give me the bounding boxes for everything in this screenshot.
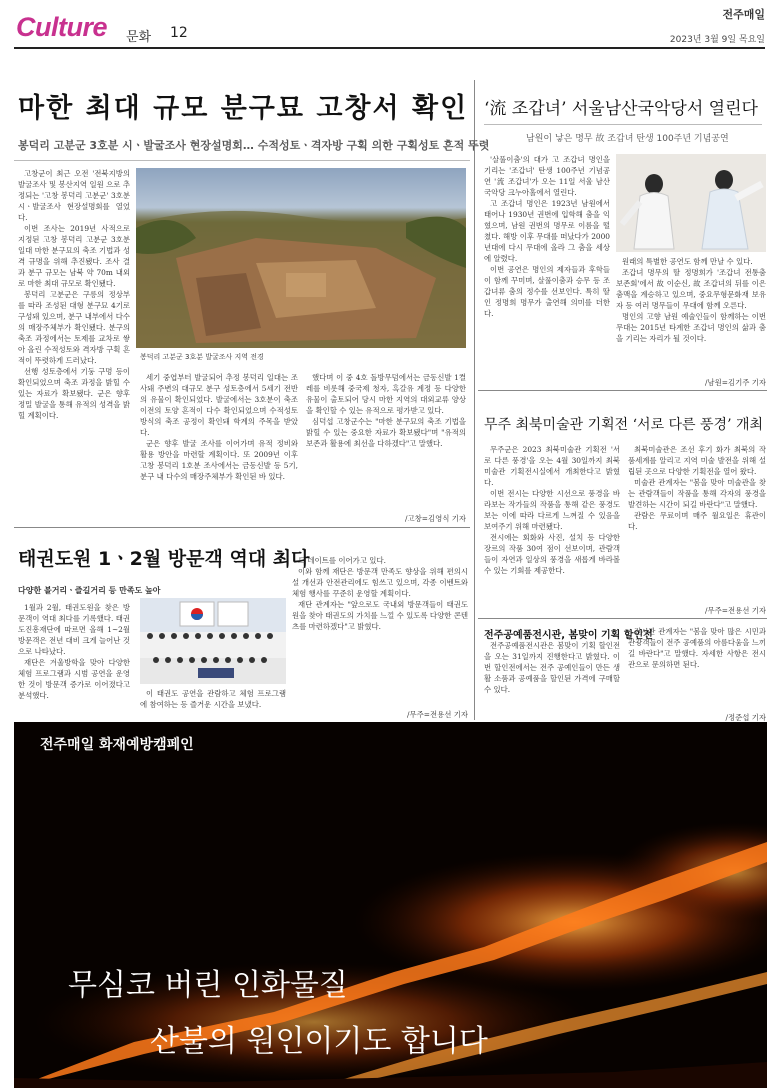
article2-byline: /남원=김기주 기자 xyxy=(704,378,766,387)
article4-subhead: 다양한 볼거리ㆍ즐길거리 등 만족도 높아 xyxy=(18,586,161,595)
campaign-title: 전주매일 화재예방캠페인 xyxy=(40,737,194,753)
campaign-message-line1: 무심코 버린 인화물질 xyxy=(68,968,348,1003)
excavation-photo xyxy=(136,168,466,348)
article-divider xyxy=(478,618,767,619)
article1-headline: 마한 최대 규모 분구묘 고창서 확인 xyxy=(18,93,469,124)
article3-column2: 최북미술관은 조선 후기 화가 최북의 작품세계를 알리고 지역 미술 발전을 위해 설립된 곳으로 다양한 기획전을 열어 왔다. 미술관 관계자는 "봄을 맞아 미술관을 찾는 관람객들이 작품을 통해 각자의 풍경을 발견하는 시간이 되길 바란다"고 말했다. 관람은 무료이며 매주 월요일은 휴관이다. xyxy=(628,445,766,531)
article4-byline: /무주=전용선 기자 xyxy=(406,710,468,719)
article1-column3: 했다며 이 중 4호 돌방무덤에서는 금동신발 1켤레를 비롯해 중국제 청자, 흑갈유 계정 등 다양한 유물이 출토되어 당시 마한 지역의 대외교류 양상을 확인할 수 있는 유적으로 평가받고 있다. 심덕섭 고창군수는 "마한 분구묘의 축조 기법을 밝힐 수 있는 중요한 자료가 확보됐다"며 "유적의 보존과 활용에 최선을 다하겠다"고 말했다. xyxy=(306,373,466,448)
section-title-ko: 문화 xyxy=(126,30,152,45)
article2-headline: ‘流 조갑녀’ 서울남산국악당서 열린다 xyxy=(484,99,758,119)
article3-column1: 무주군은 2023 최북미술관 기획전 '서로 다른 풍경'을 오는 4월 30일까지 최북미술관 기획전시실에서 개최한다고 밝혔다. 이번 전시는 다양한 시선으로 풍경을 바라보는 작가들의 작품을 통해 같은 풍경도 보는 이에 따라 다르게 느껴질 수 있음을 보여주기 위해 마련됐다. 전시에는 회화와 사진, 설치 등 다양한 장르의 작품 30여 점이 선보이며, 관람객들이 자연과 일상의 풍경을 새롭게 바라볼 수 있는 기회를 제공한다. xyxy=(484,445,620,575)
excavation-illustration xyxy=(136,168,466,348)
subhead-rule xyxy=(14,160,470,161)
article4-column1: 1월과 2월, 태권도원을 찾은 방문객이 역대 최다를 기록했다. 태권도진흥재단에 따르면 올해 1~2월 방문객은 전년 대비 크게 늘어난 것으로 나타났다. 재단은 겨울방학을 맞아 다양한 체험 프로그램과 시범 공연을 운영한 것이 방문객 증가로 이어졌다고 분석했다. xyxy=(18,603,130,700)
masthead-rule xyxy=(14,47,765,49)
issue-date: 2023년 3월 9일 목요일 xyxy=(669,35,765,45)
dance-illustration xyxy=(616,154,766,252)
article-divider xyxy=(478,390,767,391)
subhead-rule xyxy=(484,124,762,125)
excavation-photo-caption: 봉덕리 고분군 3호분 발굴조사 지역 전경 xyxy=(140,353,264,361)
article5-headline: 전주공예품전시관, 봄맞이 기획 할인전 xyxy=(484,630,653,641)
article1-column2: 세기 중엽부터 발굴되어 추정 봉덕리 일대는 조사돼 주변의 대규모 분구 성토층에서 5세기 전반의 유물이 확인되었다. 발굴에서는 3호분이 축조 이전의 토양 흔적이 다수 확인되었으며 수적성토 방식의 축조 공정이 확인돼 학계의 주목을 받았다. 군은 향후 발굴 조사를 이어가며 유적 정비와 활용 방안을 마련할 계획이다. 또 2009년 이후 고창 봉덕리 1호분 조사에서는 금동신발 등 5기, 분구 내 다수의 매장주체부가 확인된 바 있다. xyxy=(140,373,298,481)
group-photo-illustration xyxy=(140,598,286,684)
article4-column2: 이 태권도 공연을 관람하고 체험 프로그램에 참여하는 등 즐거운 시간을 보냈다. xyxy=(140,689,286,709)
article2-column2: 원래의 특별한 공연도 함께 만날 수 있다. 조갑녀 명무의 딸 정명희가 '조갑녀 전통춤 보존회'에서 故 이순신, 故 조갑녀의 뒤를 이은 춤맥을 계승하고 있으며, 중요무형문화재 보유자 등 여러 명무들이 무대에 함께 오른다. 명인의 고향 남원 예술인들이 함께하는 이번 무대는 2015년 타계한 조갑녀 명인의 삶과 춤을 기리는 자리가 될 것이다. xyxy=(616,257,766,343)
column-divider xyxy=(474,80,475,720)
taekwondo-group-photo xyxy=(140,598,286,684)
article2-subhead: 남원이 낳은 명무 故 조갑녀 탄생 100주년 기념공연 xyxy=(526,134,729,144)
section-title-en: Culture xyxy=(16,12,107,42)
article3-byline: /무주=전용선 기자 xyxy=(704,606,766,615)
fire-prevention-campaign xyxy=(14,722,767,1088)
article1-byline: /고창=김영식 기자 xyxy=(404,514,466,523)
article-divider xyxy=(14,527,470,528)
campaign-message-line2: 산불의 원인이기도 합니다 xyxy=(150,1024,488,1059)
article1-column1: 고창군이 최근 오전 '전북지방의 발굴조사 및 봉산지역 일원 으로 추정되는 '고창 봉덕리 고분군' 3호분 시ㆍ발굴조사 현장설명회를 열었다. 이번 조사는 2019년 사적으로 지정된 고창 봉덕리 고분군 3호분 일대 마한 분구묘의 축조 기법과 성격 규명을 위해 추진됐다. 조사 결과 분구 규모는 남북 약 70m 내외로 마한 최대 규모로 확인됐다. 봉덕리 고분군은 구릉의 정상부를 따라 조성된 대형 분구묘 4기로 구성돼 있으며, 분구 내부에서 다수의 매장주체부가 확인됐다. 분구의 축조 과정에서는 토제를 교차로 쌓아 올린 수적성토와 격자방 구획 흔적이 뚜렷하게 드러났다. 선행 성토층에서 기둥 구멍 등이 확인되었으며 축조 과정을 밝힐 수 있는 자료가 확보됐다. 군은 향후 정밀 발굴을 통해 유적의 성격을 밝힐 계획이다. xyxy=(18,169,130,420)
article5-column1: 전주공예품전시관은 봄맞이 기획 할인전을 오는 31일까지 진행한다고 밝혔다. 이번 할인전에서는 전주 공예인들이 만든 생활 소품과 공예품을 할인된 가격에 구매할 수 있다. xyxy=(484,641,620,694)
article2-column1: '살풀이춤'의 대가 고 조갑녀 명인을 기리는 '조갑녀' 탄생 100주년 기념공연 '流 조갑녀'가 오는 11일 서울 남산국악당 크누아홀에서 열린다. 고 조갑녀 명인은 1923년 남원에서 태어나 1930년 권번에 입학해 춤을 익혔으며, 남원 권번의 명무로 이름을 떨쳤다. 해방 이후 무대를 떠났다가 2000년대에 다시 무대에 올라 그 춤을 세상에 알렸다. 이번 공연은 명인의 제자들과 후학들이 함께 꾸미며, 살풀이춤과 승무 등 조갑녀류 춤의 정수를 선보인다. 특히 딸인 정명희 명무가 출연해 의미를 더한다. xyxy=(484,155,610,318)
newspaper-name: 전주매일 xyxy=(722,8,765,21)
article4-headline: 태권도원 1ㆍ2월 방문객 역대 최다 xyxy=(18,548,310,570)
masthead xyxy=(0,0,777,50)
article4-column3: 드 데이트를 이어가고 있다. 이와 함께 재단은 방문객 만족도 향상을 위해 편의시설 개선과 안전관리에도 힘쓰고 있으며, 각종 이벤트와 체험 행사를 꾸준히 운영할 계획이다. 재단 관계자는 "앞으로도 국내외 방문객들이 태권도원을 찾아 태권도의 가치를 느낄 수 있도록 다양한 콘텐츠를 마련하겠다"고 밝혔다. xyxy=(292,556,468,631)
article5-column2: 전시관 관계자는 "봄을 맞아 많은 시민과 관광객들이 전주 공예품의 아름다움을 느끼길 바란다"고 말했다. 자세한 사항은 전시관으로 문의하면 된다. xyxy=(628,627,766,669)
dance-photo xyxy=(616,154,766,252)
article5-byline: /정준섭 기자 xyxy=(725,713,766,722)
article3-headline: 무주 최북미술관 기획전 ‘서로 다른 풍경’ 개최 xyxy=(484,417,764,433)
article1-subhead: 봉덕리 고분군 3호분 시ㆍ발굴조사 현장설명회… 수적성토ㆍ격자방 구획 의한 구획성토 흔적 뚜렷 xyxy=(18,139,490,152)
page-number: 12 xyxy=(170,25,188,41)
